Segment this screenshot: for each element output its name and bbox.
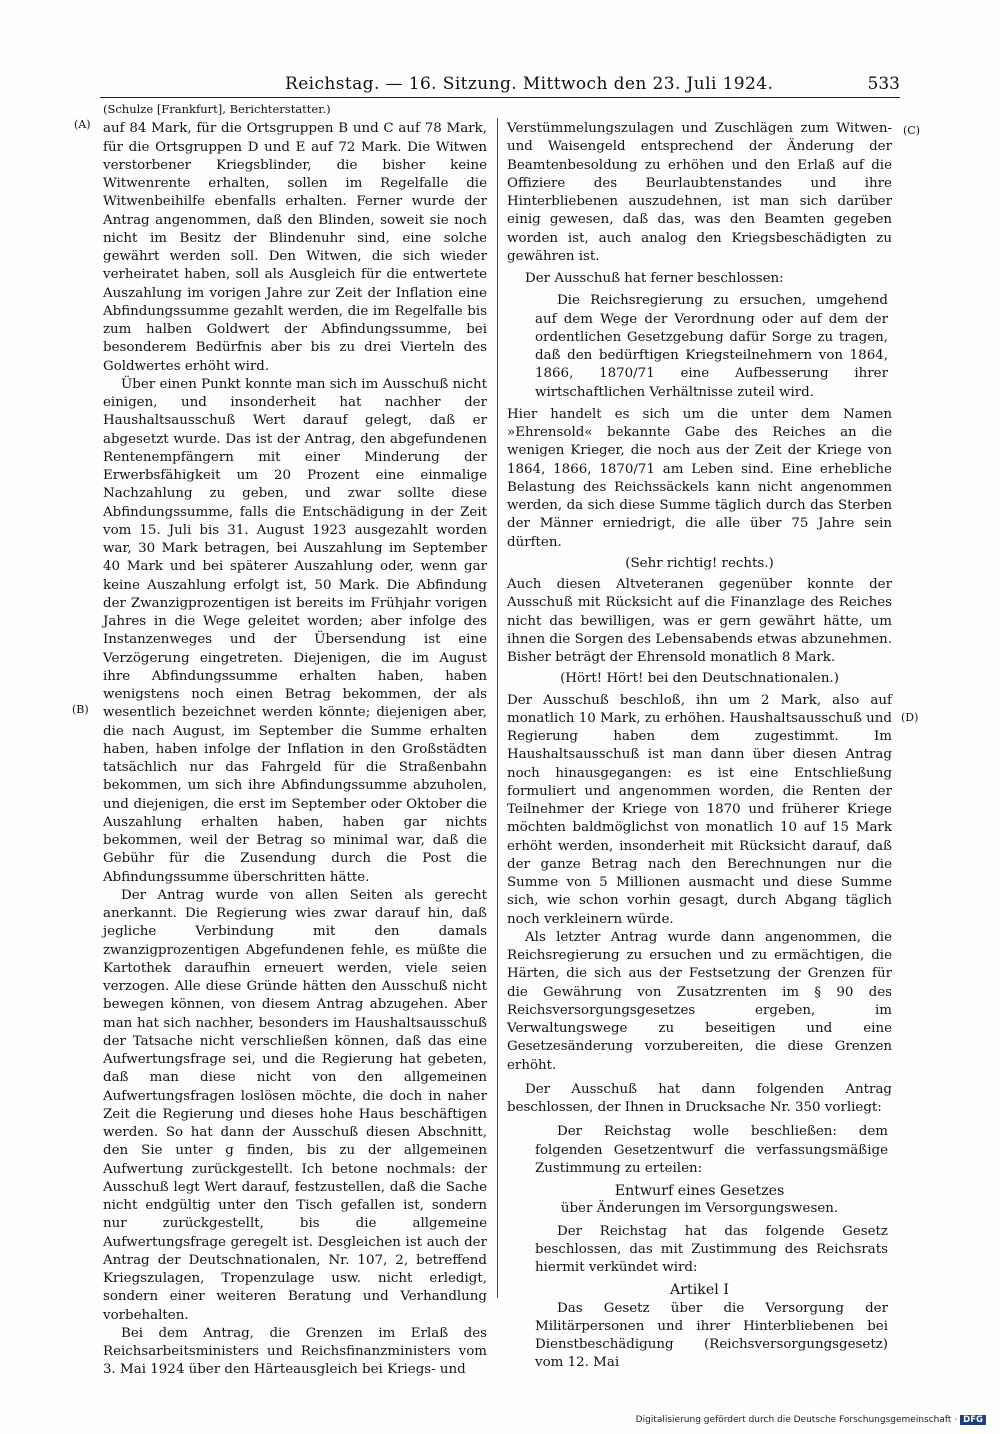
paragraph: Der Ausschuß hat ferner beschlossen: xyxy=(525,271,784,286)
article-heading: Artikel I xyxy=(670,1282,729,1299)
paragraph: Der Antrag wurde von allen Seiten als gerecht anerkannt. Die Regierung wies zwar darauf hin, daß jegliche Verbindung mit den damals zwanzigprozentigen Abgefundenen fehle, es müßte die Kartothek daraufhin erneuert werden, viele seien verzogen. Alle diese Gründe hätten den Ausschuß nicht bewegen können, von diesem Antrag abzugehen. Aber man hat sich nachher, besonders im Haushaltsausschuß der Tatsache nicht verschließen können, daß das eine Aufwertungsfrage sei, und die Regierung hat gebeten, daß man diese nicht von den allgemeinen Aufwertungsfragen loslösen möchte, die doch in naher Zeit die Regierung und dieses hohe Haus beschäftigen werden. So hat dann der Ausschuß diesen Abschnitt, den Sie unter g finden, bis zu der allgemeinen Aufwertung zurückgestellt. Ich betone nochmals: der Ausschuß legt Wert darauf, festzustellen, daß die Sache nicht endgültig unter den Tisch gefallen ist, sondern nur zurückgestellt, bis die allgemeine Aufwertungsfrage geregelt ist. Desgleichen ist auch der Antrag der Deutschnationalen, Nr. 107, 2, betreffend Kriegszulagen, Tropenzulage usw. nicht erledigt, sondern einer weiteren Beratung und Verhandlung vorbehalten. xyxy=(103,887,487,1323)
paragraph: Auch diesen Altveteranen gegenüber konnte der Ausschuß mit Rücksicht auf die Finanzlage des Reiches nicht das bewilligen, was er gern gewährt hätte, um ihnen die Sorgen des Lebensabends etwas abzunehmen. Bisher beträgt der Ehrensold monatlich 8 Mark. xyxy=(507,577,892,665)
quoted-resolution: Die Reichsregierung zu ersuchen, umgehend auf dem Wege der Verordnung oder auf dem der ordentlichen Gesetzgebung dafür Sorge zu tragen, daß den bedürftigen Kriegsteilnehmern von 1864, 1866, 1870/71 eine Aufbesserung ihrer wirtschaftlichen Verhältnisse zuteil wird. xyxy=(535,293,888,400)
article-text: Das Gesetz über die Versorgung der Militärpersonen und ihrer Hinterbliebenen bei Dienstbeschädigung (Reichsversorgungsgesetz) vom 12. Mai xyxy=(535,1300,888,1371)
quoted-motion: Der Reichstag wolle beschließen: dem folgenden Gesetzentwurf die verfassungsmäßige Zustimmung zu erteilen: xyxy=(535,1124,888,1176)
paragraph: Der Ausschuß beschloß, ihn um 2 Mark, also auf monatlich 10 Mark, zu erhöhen. Haushaltsausschuß und Regierung haben dem zugestimmt. Im Haushaltsausschuß ist man dann über diesen Antrag noch hinausgegangen: es ist eine Entschließung formuliert und angenommen worden, die Renten der Teilnehmer der Kriege von 1870 und früherer Kriege möchten baldmöglichst von monatlich 10 auf 15 Mark erhöht werden, insonderheit mit Rücksicht darauf, daß der ganze Betrag nach den Berechnungen nur die Summe von 5 Millionen ausmacht und diese Summe sich, wie schon vorhin gesagt, durch Abgang täglich noch verkleinern würde. xyxy=(507,692,892,927)
margin-marker-d: (D) xyxy=(901,711,919,724)
right-column xyxy=(507,120,892,1373)
paragraph: Verstümmelungszulagen und Zuschlägen zum Witwen- und Waisengeld entsprechend der Änderung der Beamtenbesoldung zu erhöhen und den Erlaß auf die Offiziere des Beurlaubtenstandes und ihre Hinterbliebenen auszudehnen, ist man sich darüber einig gewesen, daß das, was den Beamten gegeben worden ist, auch analog den Kriegsbeschädigten zu gewähren ist. xyxy=(507,121,892,264)
paragraph: auf 84 Mark, für die Ortsgruppen B und C auf 78 Mark, für die Ortsgruppen D und E auf 72 Mark. Die Witwen verstorbener Kriegsblinder, die bisher keine Witwenrente erhalten, sollen im Regelfalle die Witwenbeihilfe ebenfalls erhalten. Ferner wurde der Antrag angenommen, daß den Blinden, soweit sie noch nicht im Besitz der Blindenuhr sind, eine solche gewährt werden soll. Den Witwen, die sich wieder verheiratet haben, soll als Ausgleich für die entwertete Auszahlung im vorigen Jahre zur Zeit der Inflation eine Abfindungssumme gezahlt werden, die im Regelfalle bis zum halben Goldwert der Abfindungssumme, bei besonderem Bedürfnis aber bis zu drei Vierteln des Goldwertes erhöht wird. xyxy=(103,121,487,374)
paragraph: Bei dem Antrag, die Grenzen im Erlaß des Reichsarbeitsministers und Reichsfinanzministers vom 3. Mai 1924 über den Härteausgleich bei Kriegs- und xyxy=(103,1325,487,1378)
page-header xyxy=(100,74,900,98)
paragraph: Als letzter Antrag wurde dann angenommen, die Reichsregierung zu ersuchen und zu ermächtigen, die Härten, die sich aus der Festsetzung der Grenzen für die Gewährung von Zusatzrenten im § 90 des Reichsversorgungsgesetzes ergeben, im Verwaltungswege zu beseitigen und eine Gesetzesänderung vorzubereiten, die diese Grenzen erhöht. xyxy=(507,929,892,1073)
paragraph: Hier handelt es sich um die unter dem Namen »Ehrensold« bekannte Gabe des Reiches an die wenigen Krieger, die noch aus der Zeit der Kriege von 1864, 1866, 1870/71 am Leben sind. Eine erhebliche Belastung des Reichssäckels kann nicht angenommen werden, da sich diese Summe täglich durch das Sterben der Männer erniedrigt, die alle über 75 Jahre sein dürften. xyxy=(507,406,892,550)
footer-text: Digitalisierung gefördert durch die Deutsche Forschungsgemeinschaft · xyxy=(635,1415,958,1425)
bill-title: Entwurf eines Gesetzes xyxy=(614,1183,785,1199)
interjection: (Hört! Hört! bei den Deutschnationalen.) xyxy=(560,671,839,687)
interjection: (Sehr richtig! rechts.) xyxy=(625,555,774,571)
header-title: Reichstag. — 16. Sitzung. Mittwoch den 23. Juli 1924. xyxy=(285,74,774,94)
bill-subtitle: über Änderungen im Versorgungswesen. xyxy=(560,1201,839,1217)
column-divider xyxy=(497,118,498,1298)
speaker-note: (Schulze [Frankfurt], Berichterstatter.) xyxy=(103,102,331,116)
digitization-footer xyxy=(636,1415,986,1425)
dfg-logo: DFG xyxy=(960,1415,986,1425)
paragraph: Über einen Punkt konnte man sich im Ausschuß nicht einigen, und insonderheit hat nachher der Haushaltsausschuß Wert darauf gelegt, daß er abgesetzt wurde. Das ist der Antrag, den abgefundenen Rentenempfängern mit einer Minderung der Erwerbsfähigkeit um 20 Prozent eine einmalige Nachzahlung zu geben, und zwar sollte diese Abfindungssumme, falls die Entschädigung in der Zeit vom 15. Juli bis 31. August 1923 ausgezahlt worden war, 30 Mark betragen, bei Auszahlung im September 40 Mark und bei späterer Auszahlung oder, wenn gar keine Auszahlung erfolgt ist, 50 Mark. Die Abfindung der Zwanzigprozentigen ist bereits im Frühjahr vorigen Jahres in die Wege geleitet worden; aber infolge des Instanzenweges und der Übersendung ist eine Verzögerung eingetreten. Diejenigen, die im August ihre Abfindungssumme erhalten haben, haben wenigstens noch einen Betrag bekommen, der als wesentlich bezeichnet werden könnte; diejenigen aber, die nach August, im September die Summe erhalten haben, haben infolge der Inflation in den Großstädten tatsächlich nur das Fahrgeld für die Straßenbahn bekommen, um sich ihre Abfindungssumme abzuholen, und diejenigen, die erst im September oder Oktober die Auszahlung erhalten haben, haben gar nichts bekommen, weil der Betrag so minimal war, daß die Gebühr für die Zusendung durch die Post die Abfindungssumme überschritten hätte. xyxy=(103,376,487,885)
left-column xyxy=(103,100,487,1380)
page-number: 533 xyxy=(867,74,900,94)
margin-marker-c: (C) xyxy=(903,124,920,137)
paragraph: Der Ausschuß hat dann folgenden Antrag beschlossen, der Ihnen in Drucksache Nr. 350 vorliegt: xyxy=(507,1081,892,1115)
margin-marker-a: (A) xyxy=(74,118,91,131)
margin-marker-b: (B) xyxy=(72,703,89,716)
header-rule xyxy=(100,97,900,98)
enactment-clause: Der Reichstag hat das folgende Gesetz beschlossen, das mit Zustimmung des Reichsrats hiermit verkündet wird: xyxy=(535,1223,888,1275)
